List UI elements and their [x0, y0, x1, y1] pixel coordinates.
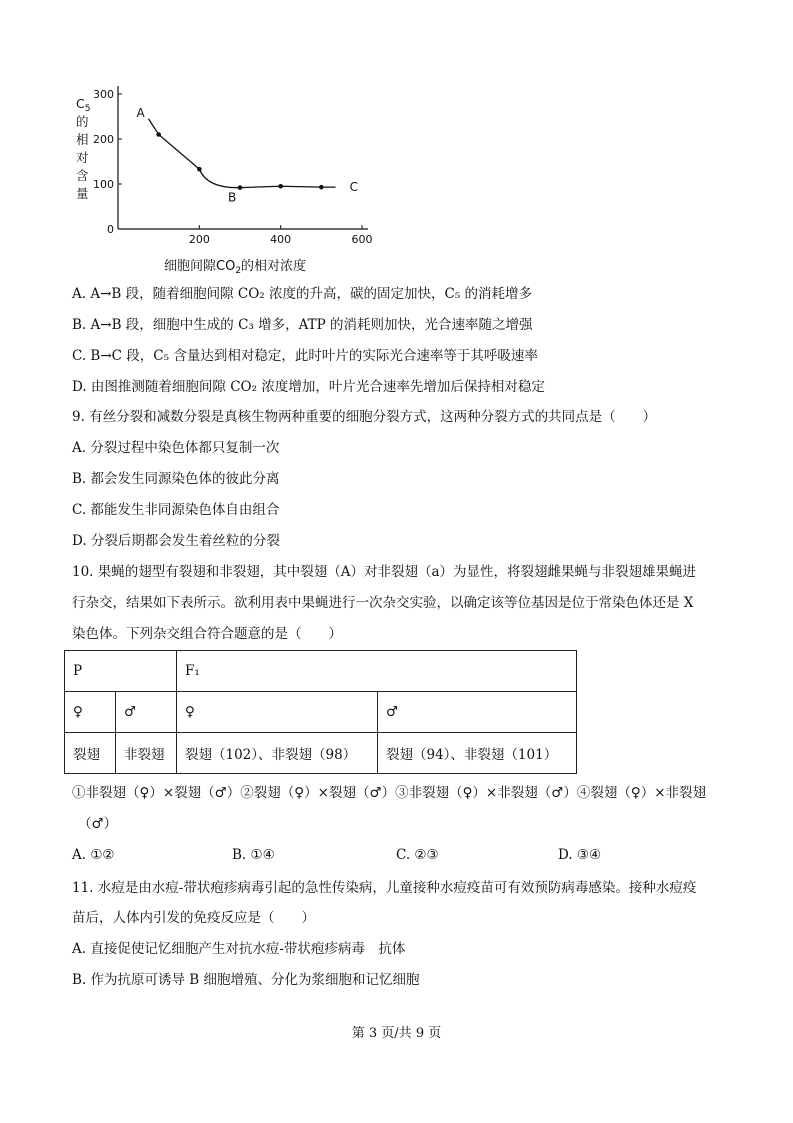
table-cell-f1-male-symbol: ♂: [378, 692, 577, 733]
y-tick-label: 300: [93, 88, 114, 101]
data-point: [238, 185, 243, 190]
table-row: [65, 733, 577, 774]
table-cell-female-symbol: ♀: [65, 692, 116, 733]
x-tick-label: 400: [270, 233, 292, 246]
point-label-b: B: [228, 190, 237, 205]
cross-result-table: [64, 650, 577, 774]
q10-stem-2: 行杂交，结果如下表所示。欲利用表中果蝇进行一次杂交实验，以确定该等位基因是位于常染色体还是 X: [72, 595, 694, 611]
table-cell-p: P: [65, 651, 177, 692]
page-footer: 第 3 页/共 9 页: [351, 1026, 442, 1041]
chart-curve: [149, 119, 336, 188]
q9-option-a: A. 分裂过程中染色体都只复制一次: [72, 440, 280, 456]
q9-option-d: D. 分裂后期都会发生着丝粒的分裂: [72, 533, 280, 549]
ylabel-char: 含: [76, 168, 89, 183]
chart-points: [156, 132, 323, 190]
q10-combos-1: ①非裂翅（♀）×裂翅（♂）②裂翅（♀）×裂翅（♂）③非裂翅（♀）×非裂翅（♂）④裂翅（♀）×非裂翅: [72, 785, 707, 801]
table-cell-f1-female: 裂翅（102）、非裂翅（98）: [177, 733, 378, 774]
y-tick-label: 200: [93, 133, 114, 146]
q10-option-d: D. ③④: [558, 847, 602, 863]
chart-ticks: [93, 88, 373, 246]
ylabel-char: 对: [76, 150, 89, 165]
ylabel-char: $C_5$: [76, 96, 91, 114]
q9-stem: 9. 有丝分裂和减数分裂是真核生物两种重要的细胞分裂方式，这两种分裂方式的共同点是（ ）: [72, 409, 657, 425]
ylabel-char: 的: [76, 114, 89, 129]
chart-axes: [118, 86, 368, 229]
table-cell-f1-female-symbol: ♀: [177, 692, 378, 733]
y-tick-label: 100: [93, 178, 114, 191]
q11-option-b: B. 作为抗原可诱导 B 细胞增殖、分化为浆细胞和记忆细胞: [72, 972, 420, 988]
q9-option-c: C. 都能发生非同源染色体自由组合: [72, 502, 280, 518]
q10-stem-1: 10. 果蝇的翅型有裂翅和非裂翅，其中裂翅（A）对非裂翅（a）为显性，将裂翅雌果蝇与非裂翅雄果蝇进: [72, 564, 697, 580]
q10-option-c: C. ②③: [396, 847, 439, 863]
q8-option-d: D. 由图推测随着细胞间隙 CO₂ 浓度增加，叶片光合速率先增加后保持相对稳定: [72, 379, 545, 395]
table-row: [65, 651, 577, 692]
data-point: [278, 184, 283, 189]
x-tick-label: 200: [188, 233, 210, 246]
q8-option-a: A. A→B 段，随着细胞间隙 CO₂ 浓度的升高，碳的固定加快，C₅ 的消耗增多: [72, 286, 533, 302]
ylabel-char: 量: [76, 186, 89, 201]
c5-co2-line-chart: [60, 80, 380, 280]
data-point: [197, 167, 202, 172]
point-label-c: C: [349, 180, 359, 195]
q10-combos-2: （♂）: [78, 816, 118, 832]
ylabel-char: 相: [76, 132, 89, 147]
chart-point-labels: [137, 106, 359, 205]
q11-option-a: A. 直接促使记忆细胞产生对抗水痘-带状疱疹病毒 抗体: [72, 941, 406, 957]
table-cell-f1: F₁: [177, 651, 577, 692]
q10-option-b: B. ①④: [232, 847, 275, 863]
chart-xlabel: 细胞间隙$CO_2$的相对浓度: [164, 259, 307, 276]
data-point: [319, 185, 324, 190]
y-tick-label: 0: [107, 223, 114, 236]
q9-option-b: B. 都会发生同源染色体的彼此分离: [72, 471, 280, 487]
table-cell-p-female: 裂翅: [65, 733, 116, 774]
data-point: [156, 132, 161, 137]
q10-stem-3: 染色体。下列杂交组合符合题意的是（ ）: [72, 626, 342, 642]
table-cell-p-male: 非裂翅: [116, 733, 177, 774]
chart-ylabel: [76, 96, 90, 201]
point-label-a: A: [136, 105, 145, 120]
table-row: [65, 692, 577, 733]
q11-stem-2: 苗后，人体内引发的免疫反应是（ ）: [72, 910, 315, 926]
q10-option-a: A. ①②: [72, 847, 115, 863]
q11-stem-1: 11. 水痘是由水痘-带状疱疹病毒引起的急性传染病，儿童接种水痘疫苗可有效预防病毒感染。接种水痘疫: [72, 880, 697, 896]
table-cell-male-symbol: ♂: [116, 692, 177, 733]
table-cell-f1-male: 裂翅（94）、非裂翅（101）: [378, 733, 577, 774]
q8-option-b: B. A→B 段，细胞中生成的 C₃ 增多，ATP 的消耗则加快，光合速率随之增强: [72, 317, 533, 333]
q8-option-c: C. B→C 段，C₅ 含量达到相对稳定，此时叶片的实际光合速率等于其呼吸速率: [72, 348, 538, 364]
x-tick-label: 600: [351, 233, 373, 246]
